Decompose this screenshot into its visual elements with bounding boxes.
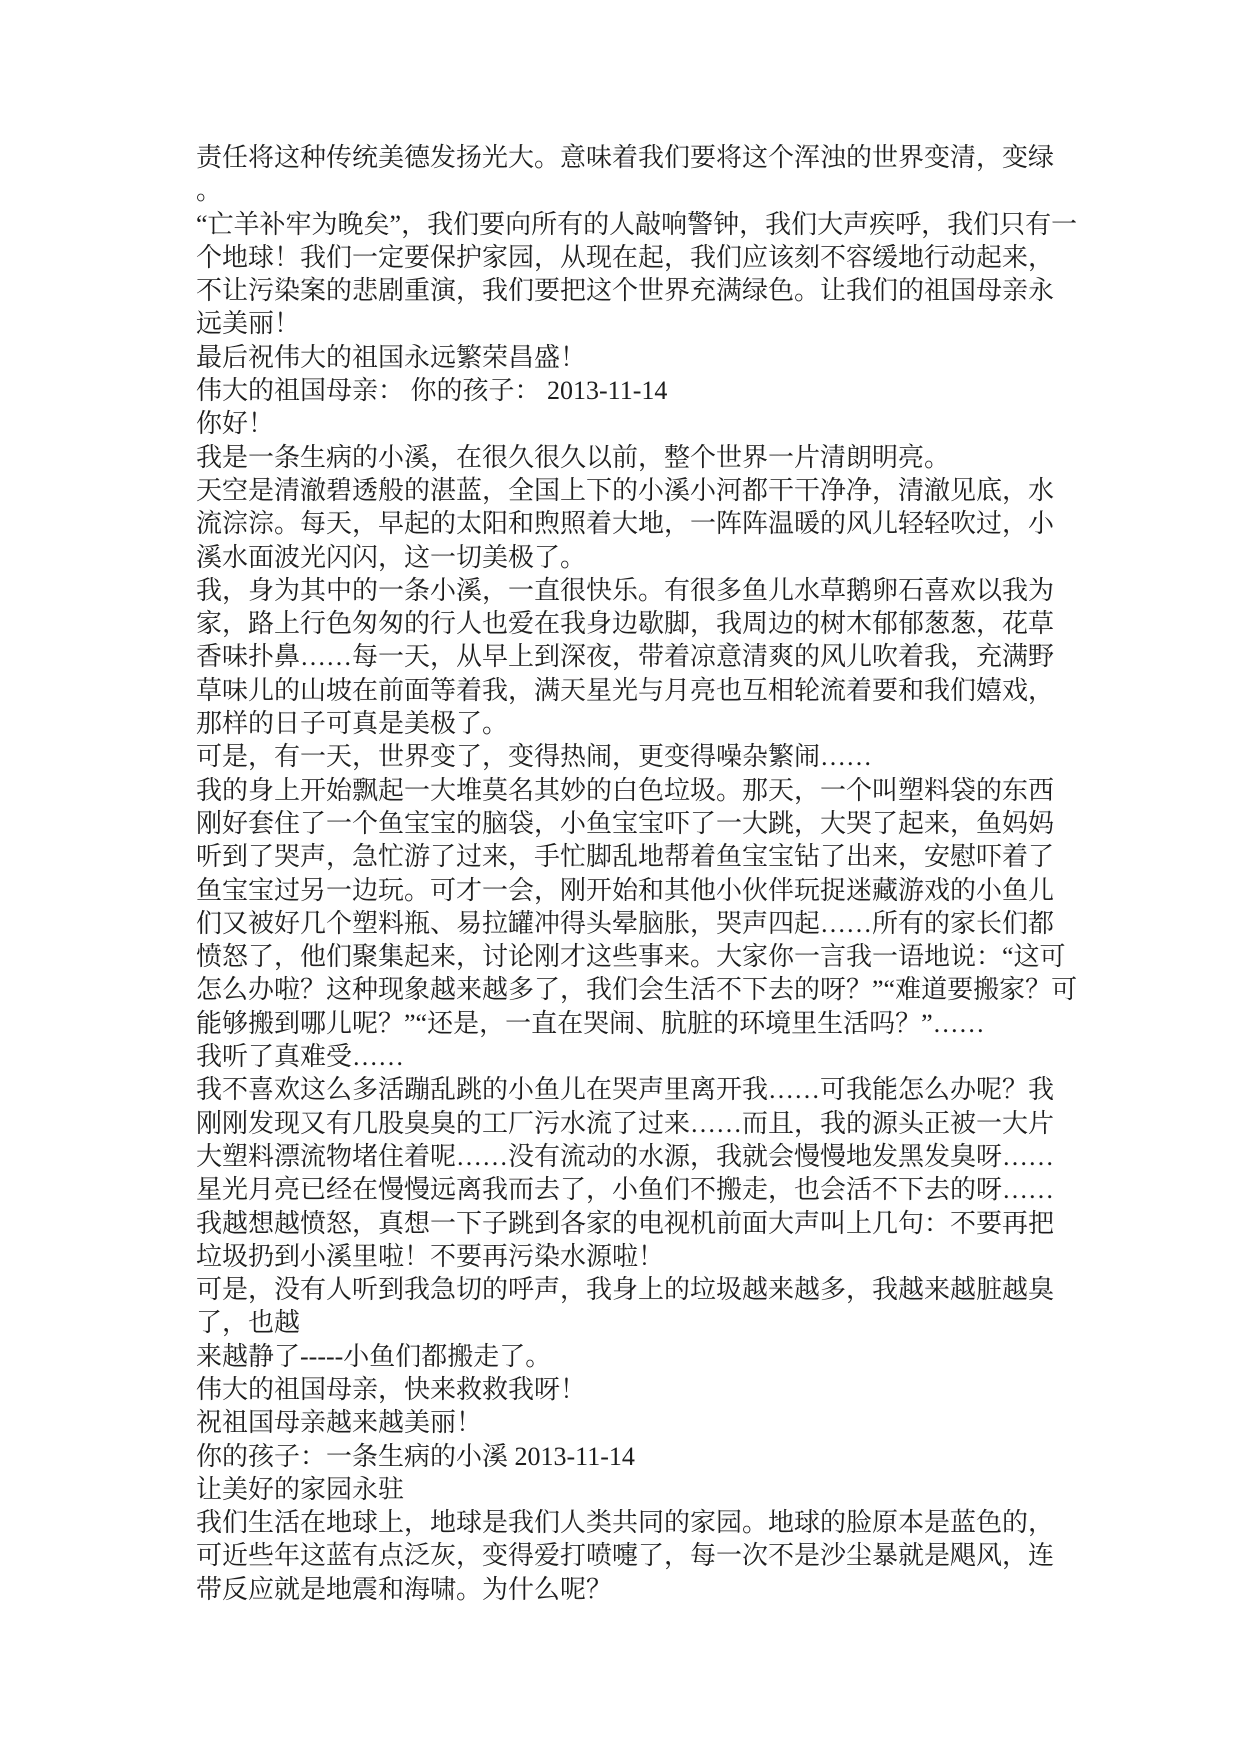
text-line: 不让污染案的悲剧重演，我们要把这个世界充满绿色。让我们的祖国母亲永 <box>196 276 1055 306</box>
text-line: 我不喜欢这么多活蹦乱跳的小鱼儿在哭声里离开我……可我能怎么办呢？我 <box>196 1075 1055 1105</box>
text-line: 最后祝伟大的祖国永远繁荣昌盛！ <box>196 342 587 372</box>
text-line: 星光月亮已经在慢慢远离我而去了，小鱼们不搬走，也会活不下去的呀…… <box>196 1175 1055 1205</box>
text-line: 我们生活在地球上，地球是我们人类共同的家园。地球的脸原本是蓝色的， <box>196 1508 1055 1538</box>
text-line: 你的孩子：一条生病的小溪 2013-11-14 <box>196 1441 635 1471</box>
text-line: 个地球！我们一定要保护家园，从现在起，我们应该刻不容缓地行动起来， <box>196 242 1055 272</box>
text-line: 带反应就是地震和海啸。为什么呢？ <box>196 1574 613 1604</box>
text-line: “亡羊补牢为晚矣”，我们要向所有的人敲响警钟，我们大声疾呼，我们只有一 <box>196 209 1078 239</box>
text-line: 刚好套住了一个鱼宝宝的脑袋，小鱼宝宝吓了一大跳，大哭了起来，鱼妈妈 <box>196 808 1055 838</box>
text-line: 可近些年这蓝有点泛灰，变得爱打喷嚏了，每一次不是沙尘暴就是飓风，连 <box>196 1541 1055 1571</box>
text-line: 草味儿的山坡在前面等着我，满天星光与月亮也互相轮流着要和我们嬉戏， <box>196 675 1055 705</box>
text-line: 听到了哭声，急忙游了过来，手忙脚乱地帮着鱼宝宝钻了出来，安慰吓着了 <box>196 842 1055 872</box>
text-line: 愤怒了，他们聚集起来，讨论刚才这些事来。大家你一言我一语地说：“这可 <box>196 942 1066 972</box>
text-line: 可是，没有人听到我急切的呼声，我身上的垃圾越来越多，我越来越脏越臭 <box>196 1275 1055 1305</box>
text-line: 流淙淙。每天，早起的太阳和煦照着大地，一阵阵温暖的风儿轻轻吹过，小 <box>196 509 1055 539</box>
text-line: 那样的日子可真是美极了。 <box>196 709 509 739</box>
text-line: 溪水面波光闪闪，这一切美极了。 <box>196 542 587 572</box>
text-line: 来越静了-----小鱼们都搬走了。 <box>196 1341 552 1371</box>
text-line: 们又被好几个塑料瓶、易拉罐冲得头晕脑胀，哭声四起……所有的家长们都 <box>196 908 1055 938</box>
text-line: 能够搬到哪儿呢？”“还是，一直在哭闹、肮脏的环境里生活吗？”…… <box>196 1008 985 1038</box>
text-line: 让美好的家园永驻 <box>196 1474 405 1504</box>
text-line: 我是一条生病的小溪，在很久很久以前，整个世界一片清朗明亮。 <box>196 442 951 472</box>
text-line: 刚刚发现又有几股臭臭的工厂污水流了过来……而且，我的源头正被一大片 <box>196 1108 1055 1138</box>
text-line: 远美丽！ <box>196 309 301 339</box>
text-line: 伟大的祖国母亲，快来救救我呀！ <box>196 1374 587 1404</box>
text-line: 天空是清澈碧透般的湛蓝，全国上下的小溪小河都干干净净，清澈见底，水 <box>196 475 1055 505</box>
text-line: 伟大的祖国母亲： 你的孩子： 2013-11-14 <box>196 376 668 406</box>
text-line: 责任将这种传统美德发扬光大。意味着我们要将这个浑浊的世界变清，变绿 <box>196 143 1055 172</box>
text-line: 家，路上行色匆匆的行人也爱在我身边歇脚，我周边的树木郁郁葱葱，花草 <box>196 609 1055 639</box>
document-text-block <box>196 141 1086 1606</box>
text-line: 香味扑鼻……每一天，从早上到深夜，带着凉意清爽的风儿吹着我，充满野 <box>196 642 1055 672</box>
text-line: 我听了真难受…… <box>196 1042 405 1072</box>
text-line: 。 <box>196 176 223 206</box>
text-line: 了，也越 <box>196 1308 301 1338</box>
text-line: 我，身为其中的一条小溪，一直很快乐。有很多鱼儿水草鹅卵石喜欢以我为 <box>196 575 1055 605</box>
text-line: 垃圾扔到小溪里啦！不要再污染水源啦！ <box>196 1241 665 1271</box>
text-line: 鱼宝宝过另一边玩。可才一会，刚开始和其他小伙伴玩捉迷藏游戏的小鱼儿 <box>196 875 1055 905</box>
text-line: 我的身上开始飘起一大堆莫名其妙的白色垃圾。那天，一个叫塑料袋的东西 <box>196 775 1055 805</box>
text-line: 你好！ <box>196 409 275 439</box>
text-line: 怎么办啦？这种现象越来越多了，我们会生活不下去的呀？”“难道要搬家？可 <box>196 975 1078 1005</box>
text-line: 祝祖国母亲越来越美丽！ <box>196 1408 483 1438</box>
text-line: 可是，有一天，世界变了，变得热闹，更变得噪杂繁闹…… <box>196 742 873 772</box>
text-line: 大塑料漂流物堵住着呢……没有流动的水源，我就会慢慢地发黑发臭呀…… <box>196 1141 1055 1171</box>
text-line: 我越想越愤怒，真想一下子跳到各家的电视机前面大声叫上几句：不要再把 <box>196 1208 1055 1238</box>
